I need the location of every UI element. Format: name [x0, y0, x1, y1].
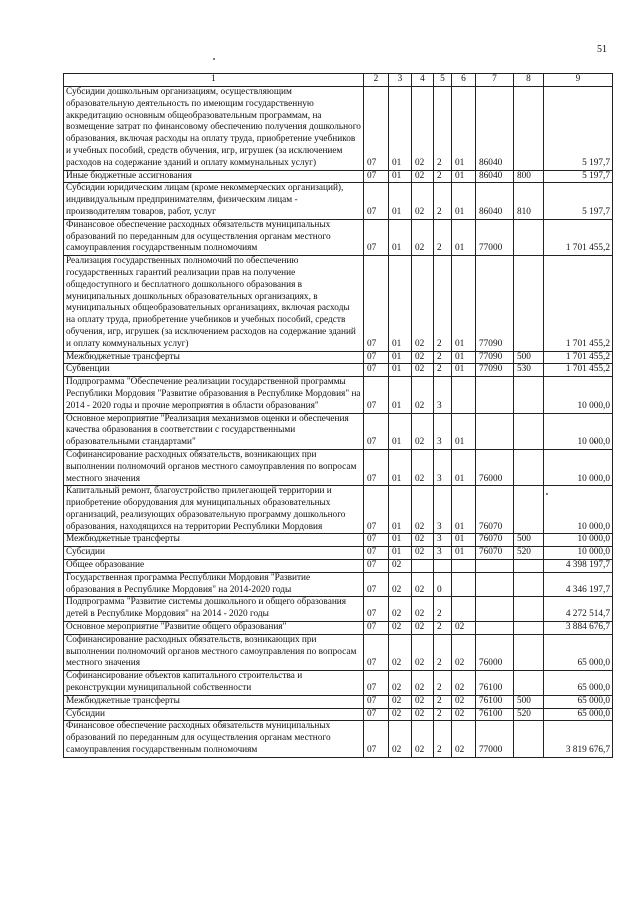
- row-amount: 65 000,0: [544, 695, 613, 708]
- header-cell: 5: [434, 74, 452, 87]
- table-row: [64, 364, 613, 377]
- row-section: 07: [364, 256, 389, 351]
- row-direction: 77000: [476, 721, 514, 757]
- row-event: 02: [452, 721, 476, 757]
- row-subprogram: 2: [434, 721, 452, 757]
- row-program: 02: [412, 572, 434, 597]
- row-program: 02: [412, 708, 434, 721]
- row-direction: [476, 597, 514, 622]
- row-subsection: 01: [389, 534, 412, 547]
- row-program: 02: [412, 183, 434, 219]
- table-row: [64, 622, 613, 635]
- row-expense-type: [514, 87, 544, 171]
- row-program: 02: [412, 256, 434, 351]
- row-program: 02: [412, 351, 434, 364]
- row-subprogram: 2: [434, 183, 452, 219]
- row-event: [452, 560, 476, 573]
- row-description: Межбюджетные трансферты: [64, 695, 364, 708]
- row-amount: 10 000,0: [544, 413, 613, 449]
- page-number: 51: [597, 44, 607, 55]
- row-description: Софинансирование расходных обязательств, возникающих при выполнении полномочий органов местного самоуправления по вопросам местного значения: [64, 449, 364, 485]
- row-expense-type: [514, 219, 544, 255]
- row-event: 01: [452, 87, 476, 171]
- row-direction: 76070: [476, 547, 514, 560]
- table-row: [64, 256, 613, 351]
- row-section: 07: [364, 671, 389, 696]
- row-event: 01: [452, 256, 476, 351]
- table-row: [64, 534, 613, 547]
- row-event: 02: [452, 708, 476, 721]
- table-row: [64, 634, 613, 670]
- row-event: 02: [452, 622, 476, 635]
- row-amount: 65 000,0: [544, 634, 613, 670]
- row-subprogram: 3: [434, 534, 452, 547]
- row-program: 02: [412, 695, 434, 708]
- row-subprogram: 2: [434, 695, 452, 708]
- row-amount: 4 272 514,7: [544, 597, 613, 622]
- row-direction: 77090: [476, 351, 514, 364]
- row-section: 07: [364, 413, 389, 449]
- row-section: 07: [364, 87, 389, 171]
- row-description: Общее образование: [64, 560, 364, 573]
- row-subprogram: 2: [434, 708, 452, 721]
- row-subprogram: 3: [434, 413, 452, 449]
- row-subsection: 02: [389, 560, 412, 573]
- row-expense-type: [514, 413, 544, 449]
- row-subsection: 01: [389, 547, 412, 560]
- row-subsection: 01: [389, 413, 412, 449]
- row-subprogram: 2: [434, 351, 452, 364]
- row-description: Субсидии юридическим лицам (кроме некоммерческих организаций), индивидуальным предпринимателям, физическим лицам - производителям товаров, работ, услуг: [64, 183, 364, 219]
- row-expense-type: 500: [514, 534, 544, 547]
- row-program: [412, 560, 434, 573]
- row-subsection: 02: [389, 721, 412, 757]
- table-row: [64, 377, 613, 413]
- row-subprogram: 2: [434, 219, 452, 255]
- header-cell: 8: [514, 74, 544, 87]
- header-cell: 3: [389, 74, 412, 87]
- table-row: [64, 219, 613, 255]
- table-row: [64, 351, 613, 364]
- row-subsection: 01: [389, 364, 412, 377]
- row-amount: 3 884 676,7: [544, 622, 613, 635]
- row-direction: [476, 572, 514, 597]
- row-program: 02: [412, 547, 434, 560]
- row-direction: 76000: [476, 449, 514, 485]
- row-subprogram: 2: [434, 87, 452, 171]
- row-program: 02: [412, 449, 434, 485]
- row-subsection: 01: [389, 170, 412, 183]
- row-expense-type: [514, 671, 544, 696]
- row-description: Реализация государственных полномочий по обеспечению государственных гарантий реализации прав на получение общедоступного и бесплатного дошкольного образования в муниципальных дошкольных образовательных организациях, в муниципальных общеобразовательных организациях, включая расходы на оплату труда, приобретение учебников и учебных пособий, средств обучения, игр, игрушек (за исключением расходов на содержание зданий и оплату коммунальных услуг): [64, 256, 364, 351]
- table-row: [64, 183, 613, 219]
- row-subprogram: 2: [434, 671, 452, 696]
- row-event: 02: [452, 671, 476, 696]
- row-subprogram: 2: [434, 170, 452, 183]
- row-program: 02: [412, 597, 434, 622]
- row-direction: [476, 560, 514, 573]
- row-program: 02: [412, 219, 434, 255]
- row-subprogram: 3: [434, 449, 452, 485]
- row-description: Подпрограмма "Развитие системы дошкольного и общего образования детей в Республике Мордовия" на 2014 - 2020 годы: [64, 597, 364, 622]
- row-program: 02: [412, 87, 434, 171]
- row-direction: 76070: [476, 534, 514, 547]
- row-subsection: 01: [389, 486, 412, 534]
- row-direction: 86040: [476, 183, 514, 219]
- row-section: 07: [364, 534, 389, 547]
- row-event: 01: [452, 364, 476, 377]
- row-expense-type: 530: [514, 364, 544, 377]
- row-subsection: 02: [389, 708, 412, 721]
- row-section: 07: [364, 183, 389, 219]
- row-subsection: 01: [389, 351, 412, 364]
- row-description: Подпрограмма "Обеспечение реализации государственной программы Республики Мордовия "Развитие образования в Республике Мордовия" на 2014 - 2020 годы и прочие мероприятия в области образования": [64, 377, 364, 413]
- table-row: [64, 560, 613, 573]
- row-section: 07: [364, 708, 389, 721]
- row-direction: [476, 377, 514, 413]
- row-section: 07: [364, 622, 389, 635]
- row-direction: 76100: [476, 708, 514, 721]
- row-expense-type: [514, 486, 544, 534]
- row-subprogram: 3: [434, 547, 452, 560]
- row-subprogram: 2: [434, 634, 452, 670]
- row-section: 07: [364, 377, 389, 413]
- row-expense-type: 810: [514, 183, 544, 219]
- row-event: [452, 377, 476, 413]
- row-program: 02: [412, 622, 434, 635]
- row-direction: [476, 413, 514, 449]
- row-amount: 10 000,0: [544, 377, 613, 413]
- row-direction: [476, 622, 514, 635]
- row-amount: 3 819 676,7: [544, 721, 613, 757]
- row-subsection: 01: [389, 449, 412, 485]
- row-section: 07: [364, 170, 389, 183]
- header-cell: 1: [64, 74, 364, 87]
- row-event: 02: [452, 695, 476, 708]
- row-event: 01: [452, 413, 476, 449]
- header-row: [64, 74, 613, 87]
- row-direction: 76070: [476, 486, 514, 534]
- row-expense-type: 520: [514, 547, 544, 560]
- row-section: 07: [364, 695, 389, 708]
- table-row: [64, 597, 613, 622]
- row-subsection: 01: [389, 377, 412, 413]
- row-expense-type: [514, 560, 544, 573]
- row-subprogram: 3: [434, 377, 452, 413]
- row-subsection: 02: [389, 572, 412, 597]
- row-event: 01: [452, 547, 476, 560]
- row-section: 07: [364, 449, 389, 485]
- row-program: 02: [412, 170, 434, 183]
- row-direction: 77090: [476, 364, 514, 377]
- table-row: [64, 671, 613, 696]
- row-expense-type: [514, 572, 544, 597]
- row-program: 02: [412, 377, 434, 413]
- row-section: 07: [364, 634, 389, 670]
- header-cell: 6: [452, 74, 476, 87]
- row-subsection: 02: [389, 622, 412, 635]
- row-program: 02: [412, 413, 434, 449]
- row-subprogram: 3: [434, 486, 452, 534]
- row-description: Иные бюджетные ассигнования: [64, 170, 364, 183]
- row-description: Субсидии: [64, 547, 364, 560]
- row-subsection: 01: [389, 256, 412, 351]
- row-event: 01: [452, 534, 476, 547]
- row-program: 02: [412, 671, 434, 696]
- row-subsection: 02: [389, 634, 412, 670]
- row-direction: 77000: [476, 219, 514, 255]
- row-amount: 5 197,7: [544, 183, 613, 219]
- row-program: 02: [412, 721, 434, 757]
- row-event: 02: [452, 634, 476, 670]
- row-direction: 76100: [476, 695, 514, 708]
- row-amount: 1 701 455,2: [544, 256, 613, 351]
- row-expense-type: [514, 721, 544, 757]
- row-subsection: 01: [389, 183, 412, 219]
- row-description: Межбюджетные трансферты: [64, 534, 364, 547]
- row-direction: 86040: [476, 170, 514, 183]
- row-expense-type: 500: [514, 351, 544, 364]
- row-amount: 1 701 455,2: [544, 364, 613, 377]
- row-expense-type: 800: [514, 170, 544, 183]
- row-amount: 65 000,0: [544, 671, 613, 696]
- table-row: [64, 170, 613, 183]
- table-row: [64, 413, 613, 449]
- row-description: Субвенции: [64, 364, 364, 377]
- row-event: 01: [452, 170, 476, 183]
- row-subprogram: 0: [434, 572, 452, 597]
- row-section: 07: [364, 572, 389, 597]
- row-event: 01: [452, 486, 476, 534]
- row-section: 07: [364, 547, 389, 560]
- row-description: Государственная программа Республики Мордовия "Развитие образования в Республике Мордовия" на 2014-2020 годы: [64, 572, 364, 597]
- row-program: 02: [412, 364, 434, 377]
- table-body: [64, 87, 613, 758]
- table-row: [64, 87, 613, 171]
- row-amount: 4 346 197,7: [544, 572, 613, 597]
- row-event: 01: [452, 183, 476, 219]
- row-subprogram: 2: [434, 364, 452, 377]
- row-subprogram: 2: [434, 256, 452, 351]
- row-section: 07: [364, 351, 389, 364]
- row-amount: 1 701 455,2: [544, 351, 613, 364]
- row-event: 01: [452, 219, 476, 255]
- row-program: 02: [412, 534, 434, 547]
- header-cell: 9: [544, 74, 613, 87]
- row-expense-type: [514, 449, 544, 485]
- row-amount: 4 398 197,7: [544, 560, 613, 573]
- row-section: 07: [364, 219, 389, 255]
- row-amount: 5 197,7: [544, 87, 613, 171]
- row-subprogram: 2: [434, 597, 452, 622]
- row-expense-type: [514, 256, 544, 351]
- row-subsection: 02: [389, 671, 412, 696]
- row-description: Софинансирование объектов капитального строительства и реконструкции муниципальной собственности: [64, 671, 364, 696]
- row-direction: 77090: [476, 256, 514, 351]
- row-event: [452, 572, 476, 597]
- table-row: [64, 572, 613, 597]
- row-description: Софинансирование расходных обязательств, возникающих при выполнении полномочий органов местного самоуправления по вопросам местного значения: [64, 634, 364, 670]
- row-section: 07: [364, 721, 389, 757]
- row-amount: 10 000,0: [544, 486, 613, 534]
- row-amount: 10 000,0: [544, 534, 613, 547]
- row-amount: 65 000,0: [544, 708, 613, 721]
- row-subprogram: [434, 560, 452, 573]
- budget-table-container: [63, 73, 613, 758]
- row-subsection: 02: [389, 695, 412, 708]
- row-description: Межбюджетные трансферты: [64, 351, 364, 364]
- table-row: [64, 708, 613, 721]
- row-event: 01: [452, 449, 476, 485]
- table-row: [64, 721, 613, 757]
- row-description: Финансовое обеспечение расходных обязательств муниципальных образований по переданным для осуществления органам местного самоуправления государственным полномочиям: [64, 219, 364, 255]
- row-description: Субсидии: [64, 708, 364, 721]
- header-cell: 7: [476, 74, 514, 87]
- row-section: 07: [364, 486, 389, 534]
- row-description: Основное мероприятие "Реализация механизмов оценки и обеспечения качества образования в соответствии с государственными образовательными стандартами": [64, 413, 364, 449]
- table-row: [64, 547, 613, 560]
- row-expense-type: [514, 622, 544, 635]
- row-amount: 1 701 455,2: [544, 219, 613, 255]
- row-section: 07: [364, 364, 389, 377]
- row-description: Субсидии дошкольным организациям, осуществляющим образовательную деятельность по имеющим государственную аккредитацию основным общеобразовательным программам, на возмещение затрат по финансовому обеспечению получения дошкольного образования, включая расходы на оплату труда, приобретение учебников и учебных пособий, средств обучения, игр, игрушек (за исключением расходов на содержание зданий и оплату коммунальных услуг): [64, 87, 364, 171]
- row-direction: 76100: [476, 671, 514, 696]
- table-row: [64, 449, 613, 485]
- table-row: [64, 486, 613, 534]
- row-subsection: 01: [389, 219, 412, 255]
- row-description: Капитальный ремонт, благоустройство прилегающей территории и приобретение оборудования для муниципальных образовательных организаций, реализующих образовательную программу дошкольного образования, находящихся на территории Республики Мордовия: [64, 486, 364, 534]
- table-row: [64, 695, 613, 708]
- row-amount: 10 000,0: [544, 547, 613, 560]
- header-cell: 4: [412, 74, 434, 87]
- row-expense-type: [514, 634, 544, 670]
- scan-speck: [213, 58, 215, 60]
- row-program: 02: [412, 634, 434, 670]
- row-description: Финансовое обеспечение расходных обязательств муниципальных образований по переданным для осуществления органам местного самоуправления государственным полномочиям: [64, 721, 364, 757]
- row-direction: 76000: [476, 634, 514, 670]
- budget-table: [63, 73, 613, 758]
- row-subsection: 02: [389, 597, 412, 622]
- row-event: [452, 597, 476, 622]
- header-cell: 2: [364, 74, 389, 87]
- row-expense-type: [514, 377, 544, 413]
- row-description: Основное мероприятие "Развитие общего образования": [64, 622, 364, 635]
- row-subsection: 01: [389, 87, 412, 171]
- row-amount: 10 000,0: [544, 449, 613, 485]
- row-section: 07: [364, 597, 389, 622]
- row-event: 01: [452, 351, 476, 364]
- row-subprogram: 2: [434, 622, 452, 635]
- row-expense-type: 520: [514, 708, 544, 721]
- row-program: 02: [412, 486, 434, 534]
- row-expense-type: [514, 597, 544, 622]
- row-direction: 86040: [476, 87, 514, 171]
- row-section: 07: [364, 560, 389, 573]
- row-amount: 5 197,7: [544, 170, 613, 183]
- row-expense-type: 500: [514, 695, 544, 708]
